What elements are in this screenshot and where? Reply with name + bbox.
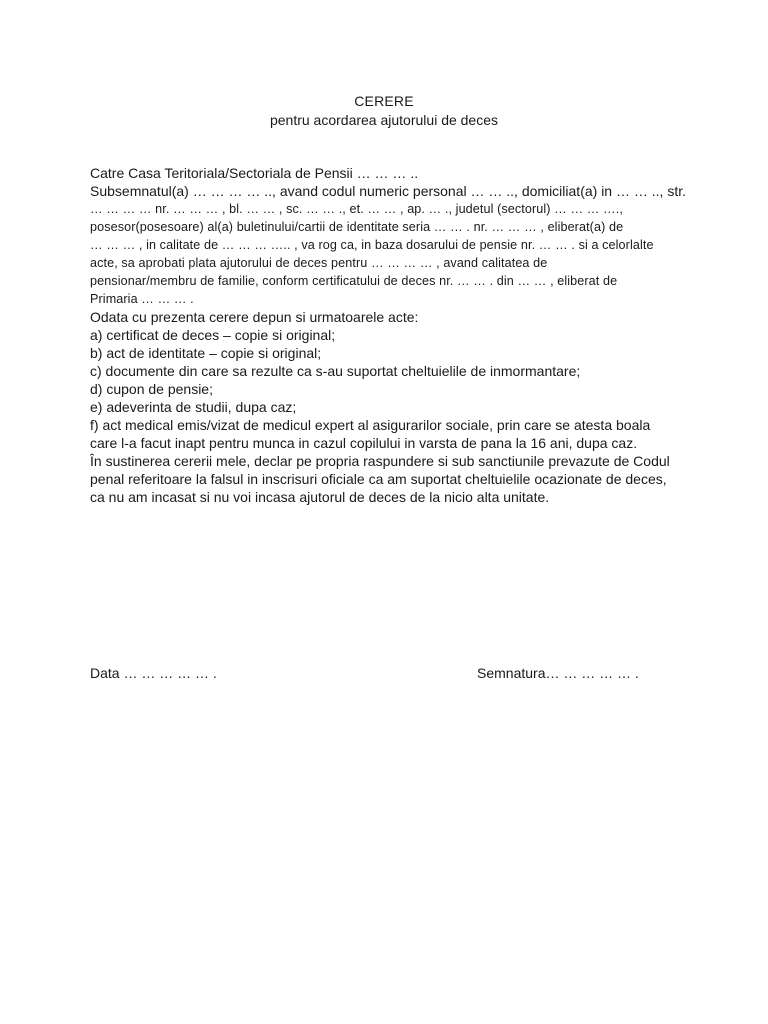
act-item: c) documente din care sa rezulte ca s-au suportat cheltuielile de inmormantare; xyxy=(90,363,581,379)
body-line: acte, sa aprobati plata ajutorului de deces pentru … … … … , avand calitatea de xyxy=(90,256,548,270)
body-line: … … … … nr. … … … , bl. … … , sc. … … ., et. … … , ap. … ., judetul (sectorul) … … … …., xyxy=(90,202,623,216)
body-line: pensionar/membru de familie, conform certificatului de deces nr. … … . din … … , eliberat de xyxy=(90,274,618,288)
declaration-line: În sustinerea cererii mele, declar pe propria raspundere si sub sanctiunile prevazute de Codul xyxy=(90,453,670,469)
body-line: Primaria … … … . xyxy=(90,292,194,306)
signature-field: Semnatura… … … … … . xyxy=(477,665,639,681)
act-item: d) cupon de pensie; xyxy=(90,381,213,397)
body-line: Subsemnatul(a) … … … … .., avand codul numeric personal … … .., domiciliat(a) in … … .., str. xyxy=(90,183,686,199)
document-body xyxy=(90,164,730,506)
act-item: f) act medical emis/vizat de medicul expert al asigurarilor sociale, prin care se atesta boala xyxy=(90,417,651,433)
date-field: Data … … … … … . xyxy=(90,665,217,681)
act-item: e) adeverinta de studii, dupa caz; xyxy=(90,399,297,415)
document-title: CERERE xyxy=(354,93,414,109)
recipient-line: Catre Casa Teritoriala/Sectoriala de Pensii … … … .. xyxy=(90,165,419,181)
declaration-line: penal referitoare la falsul in inscrisuri oficiale ca am suportat cheltuielile ocazionate de deces, xyxy=(90,471,667,487)
act-item: b) act de identitate – copie si original; xyxy=(90,345,322,361)
acts-intro: Odata cu prezenta cerere depun si urmatoarele acte: xyxy=(90,309,419,325)
body-line: posesor(posesoare) al(a) buletinului/cartii de identitate seria … … . nr. … … … , eliberat(a) de xyxy=(90,220,624,234)
declaration-line: ca nu am incasat si nu voi incasa ajutorul de deces de la nicio alta unitate. xyxy=(90,489,550,505)
body-line: … … … , in calitate de … … … ….. , va rog ca, in baza dosarului de pensie nr. … … . si a celorlalte xyxy=(90,238,654,252)
document-subtitle: pentru acordarea ajutorului de deces xyxy=(269,112,499,128)
act-item: care l-a facut inapt pentru munca in cazul copilului in varsta de pana la 16 ani, dupa caz. xyxy=(90,435,638,451)
act-item: a) certificat de deces – copie si original; xyxy=(90,327,336,343)
